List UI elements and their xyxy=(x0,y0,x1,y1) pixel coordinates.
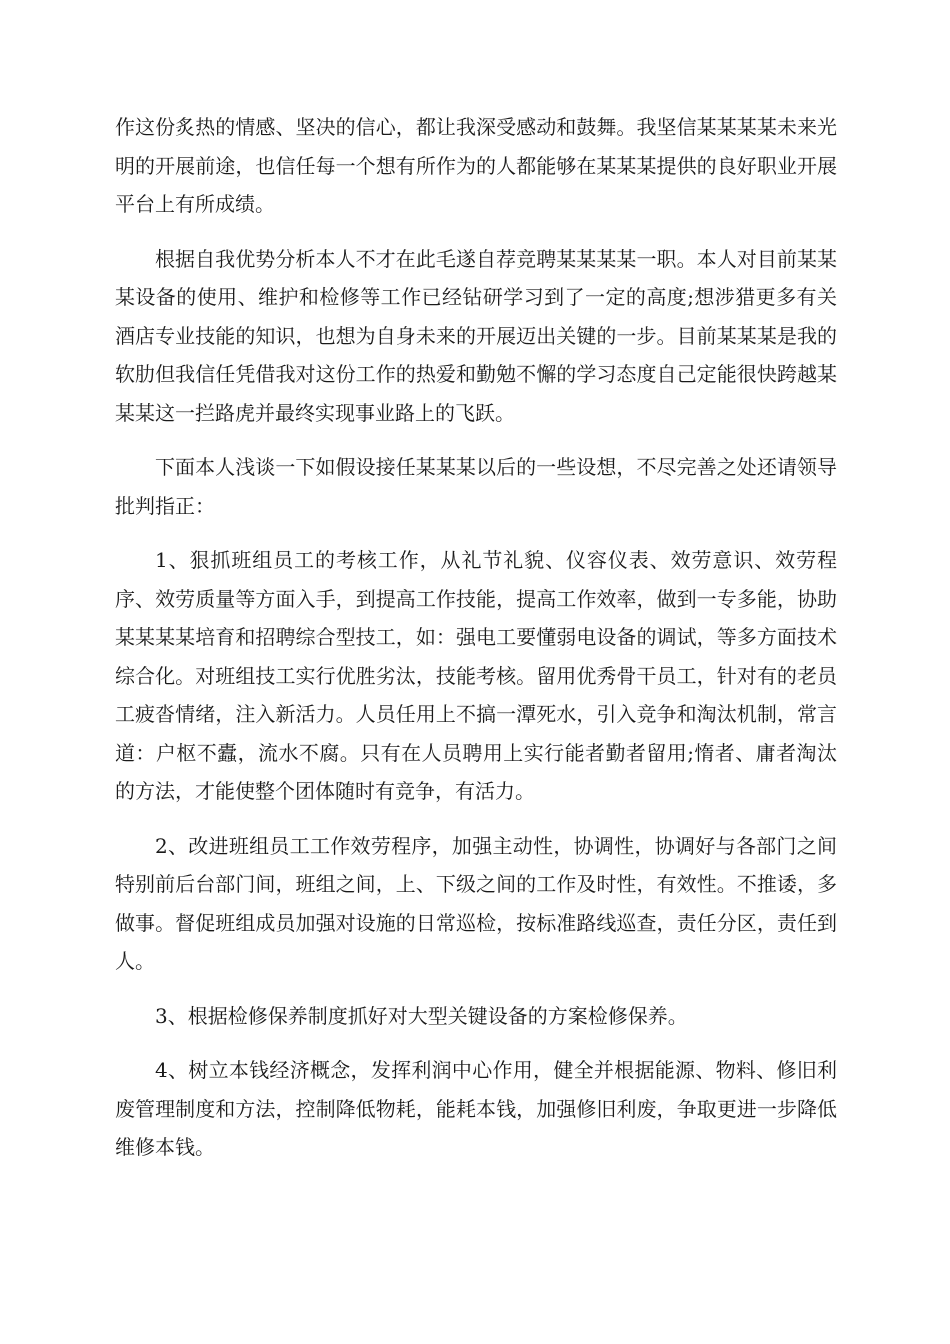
paragraph-6: 3、根据检修保养制度抓好对大型关键设备的方案检修保养。 xyxy=(155,1003,688,1028)
paragraph-7: 4、树立本钱经济概念，发挥利润中心作用，健全并根据能源、物料、修旧利废管理制度和方法，控制降低物耗，能耗本钱，加强修旧利废，争取更进一步降低维修本钱。 xyxy=(115,1058,837,1159)
paragraph-1: 作这份炙热的情感、坚决的信心，都让我深受感动和鼓舞。我坚信某某某某未来光明的开展前途，也信任每一个想有所作为的人都能够在某某某提供的良好职业开展平台上有所成绩。 xyxy=(115,115,837,216)
document-page xyxy=(115,108,837,1183)
paragraph-4: 1、狠抓班组员工的考核工作，从礼节礼貌、仪容仪表、效劳意识、效劳程序、效劳质量等方面入手，到提高工作技能，提高工作效率，做到一专多能，协助某某某某培育和招聘综合型技工，如：强电工要懂弱电设备的调试，等多方面技术综合化。对班组技工实行优胜劣汰，技能考核。留用优秀骨干员工，针对有的老员工疲沓情绪，注入新活力。人员任用上不搞一潭死水，引入竞争和淘汰机制，常言道：户枢不蠹，流水不腐。只有在人员聘用上实行能者勤者留用;惰者、庸者淘汰的方法，才能使整个团体随时有竞争，有活力。 xyxy=(115,548,837,803)
paragraph-5: 2、改进班组员工工作效劳程序，加强主动性，协调性，协调好与各部门之间特别前后台部门间，班组之间，上、下级之间的工作及时性，有效性。不推诿，多做事。督促班组成员加强对设施的日常巡检，按标准路线巡查，责任分区，责任到人。 xyxy=(115,833,837,973)
paragraph-2: 根据自我优势分析本人不才在此毛遂自荐竞聘某某某某一职。本人对目前某某某设备的使用、维护和检修等工作已经钻研学习到了一定的高度;想涉猎更多有关酒店专业技能的知识，也想为自身未来的开展迈出关键的一步。目前某某某是我的软肋但我信任凭借我对这份工作的热爱和勤勉不懈的学习态度自己定能很快跨越某某某这一拦路虎并最终实现事业路上的飞跃。 xyxy=(115,246,837,425)
paragraph-3: 下面本人浅谈一下如假设接任某某某以后的一些设想，不尽完善之处还请领导批判指正： xyxy=(115,455,837,518)
